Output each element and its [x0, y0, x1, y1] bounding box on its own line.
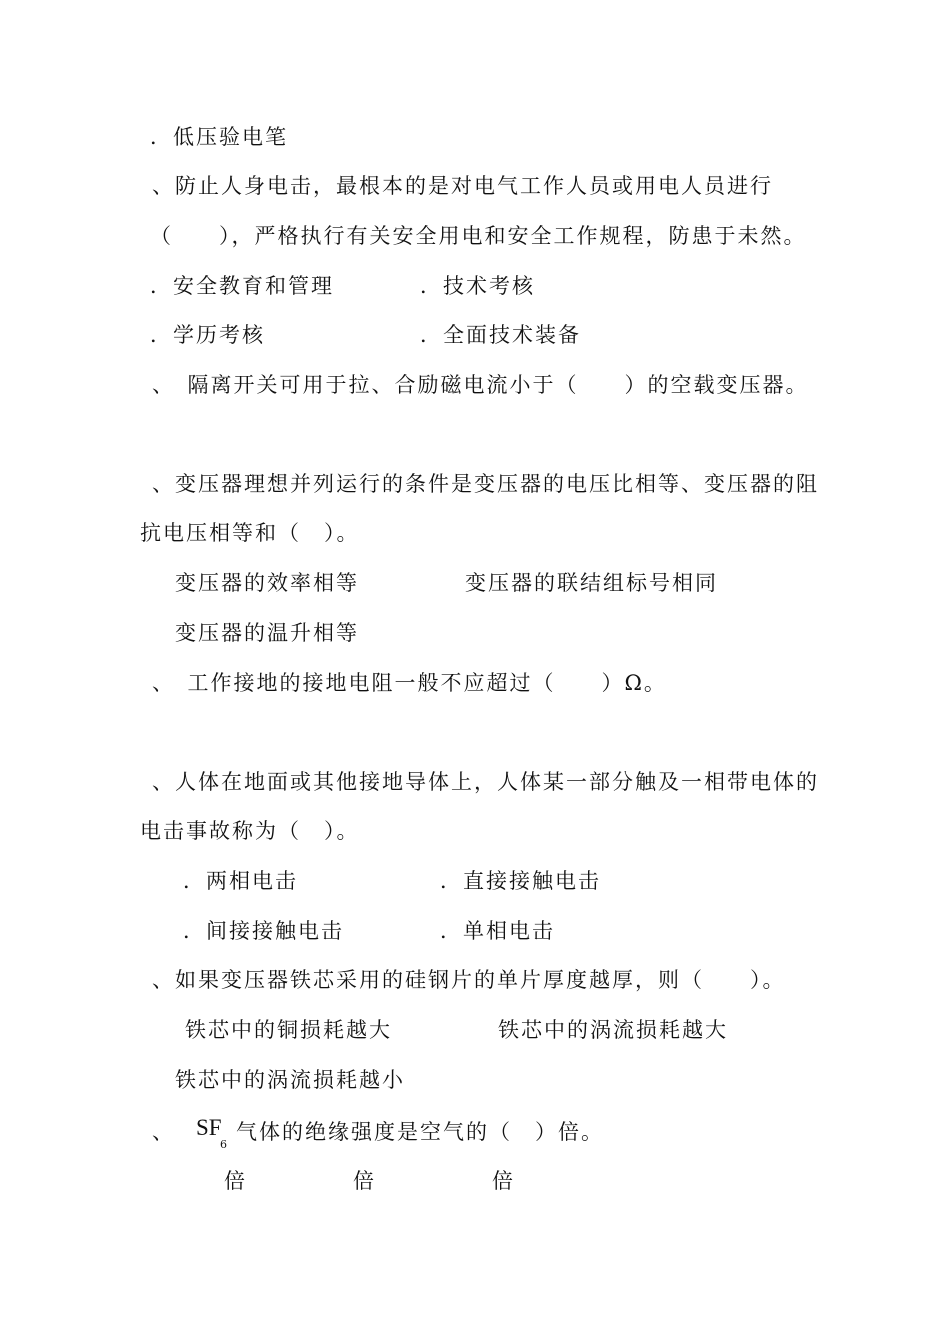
question-core-lamination: 、如果变压器铁芯采用的硅钢片的单片厚度越厚，则（ ）。 [152, 968, 786, 992]
question-single-phase-line2: 电击事故称为（ ）。 [140, 819, 360, 843]
option-safety-education: ．安全教育和管理 [150, 274, 334, 298]
question-sf6-text: 气体的绝缘强度是空气的（ ）倍。 [236, 1120, 604, 1144]
option-copper-loss-larger: 铁芯中的铜损耗越大 [185, 1018, 392, 1042]
option-connection-group-same: 变压器的联结组标号相同 [465, 571, 718, 595]
option-temperature-rise-equal: 变压器的温升相等 [175, 621, 359, 645]
option-education-exam: ．学历考核 [150, 323, 265, 347]
sf6-formula: SF [196, 1115, 222, 1140]
option-eddy-loss-larger: 铁芯中的涡流损耗越大 [498, 1018, 728, 1042]
option-times-a: 倍 [224, 1169, 247, 1193]
option-times-c: 倍 [492, 1169, 515, 1193]
option-two-phase-shock: ．两相电击 [183, 869, 298, 893]
question-parallel-operation-line2: 抗电压相等和（ ）。 [140, 521, 360, 545]
question-isolating-switch: 、 隔离开关可用于拉、合励磁电流小于（ ）的空载变压器。 [152, 373, 809, 397]
option-eddy-loss-smaller: 铁芯中的涡流损耗越小 [175, 1068, 405, 1092]
option-times-b: 倍 [353, 1169, 376, 1193]
option-full-equipment: ．全面技术装备 [420, 323, 581, 347]
question-prevent-shock-line1: 、防止人身电击，最根本的是对电气工作人员或用电人员进行 [152, 174, 773, 198]
option-single-phase-shock: ．单相电击 [440, 919, 555, 943]
question-parallel-operation-line1: 、变压器理想并列运行的条件是变压器的电压比相等、变压器的阻 [152, 472, 819, 496]
question-prevent-shock-line2: （ ），严格执行有关安全用电和安全工作规程，防患于未然。 [150, 224, 807, 248]
question-grounding-resistance: 、 工作接地的接地电阻一般不应超过（ ）Ω。 [152, 671, 667, 695]
option-low-voltage-pen: ．低压验电笔 [150, 125, 288, 149]
option-technical-exam: ．技术考核 [420, 274, 535, 298]
sf6-subscript: 6 [220, 1138, 227, 1151]
question-single-phase-line1: 、人体在地面或其他接地导体上，人体某一部分触及一相带电体的 [152, 770, 819, 794]
question-sf6-prefix: 、 [152, 1120, 175, 1144]
option-direct-contact-shock: ．直接接触电击 [440, 869, 601, 893]
option-indirect-contact-shock: ．间接接触电击 [183, 919, 344, 943]
option-efficiency-equal: 变压器的效率相等 [175, 571, 359, 595]
